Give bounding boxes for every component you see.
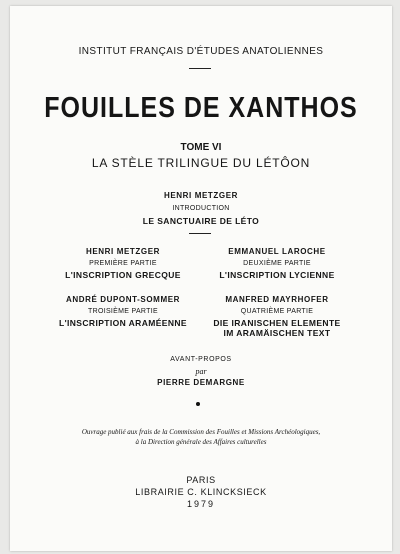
part4-author: MANFRED MAYRHOFER: [225, 295, 329, 304]
part3-author: ANDRÉ DUPONT-SOMMER: [65, 295, 181, 304]
part1-work: L'INSCRIPTION GRECQUE: [65, 270, 181, 280]
funding-note-line2: à la Direction générale des Affaires culturelles: [135, 438, 267, 446]
book-subtitle: LA STÈLE TRILINGUE DU LÉTÔON: [91, 156, 311, 170]
part2-author: EMMANUEL LAROCHE: [228, 247, 326, 256]
intro-label: INTRODUCTION: [172, 205, 230, 212]
part2-label: DEUXIÈME PARTIE: [243, 260, 311, 267]
part4-label: QUATRIÈME PARTIE: [240, 308, 314, 315]
part2-work: L'INSCRIPTION LYCIENNE: [219, 270, 335, 280]
part4-work-line2: IM ARAMÄISCHEN TEXT: [223, 328, 331, 338]
part4-work-line1: DIE IRANISCHEN ELEMENTE: [213, 318, 341, 328]
publisher-name: LIBRAIRIE C. KLINCKSIECK: [135, 487, 267, 497]
book-title: FOUILLES DE XANTHOS: [44, 91, 358, 125]
bullet-ornament: [196, 402, 200, 406]
divider: [189, 233, 211, 234]
part1-label: PREMIÈRE PARTIE: [89, 260, 157, 267]
part3-label: TROISIÈME PARTIE: [88, 308, 158, 315]
publisher-city: PARIS: [186, 475, 216, 485]
intro-author: HENRI METZGER: [163, 191, 239, 200]
title-page: [10, 6, 392, 551]
part1-author: HENRI METZGER: [85, 247, 161, 256]
publication-year: 1979: [186, 499, 216, 509]
institute-name: INSTITUT FRANÇAIS D'ÉTUDES ANATOLIENNES: [78, 46, 324, 57]
divider: [189, 68, 211, 69]
foreword-label: AVANT-PROPOS: [170, 356, 232, 363]
part3-work: L'INSCRIPTION ARAMÉENNE: [58, 318, 188, 328]
foreword-author: PIERRE DEMARGNE: [157, 378, 245, 387]
funding-note-line1: Ouvrage publié aux frais de la Commission des Fouilles et Missions Archéologiques,: [81, 428, 321, 436]
intro-work: LE SANCTUAIRE DE LÉTO: [142, 216, 260, 226]
volume-number: TOME VI: [180, 142, 222, 153]
foreword-by: par: [195, 367, 207, 376]
